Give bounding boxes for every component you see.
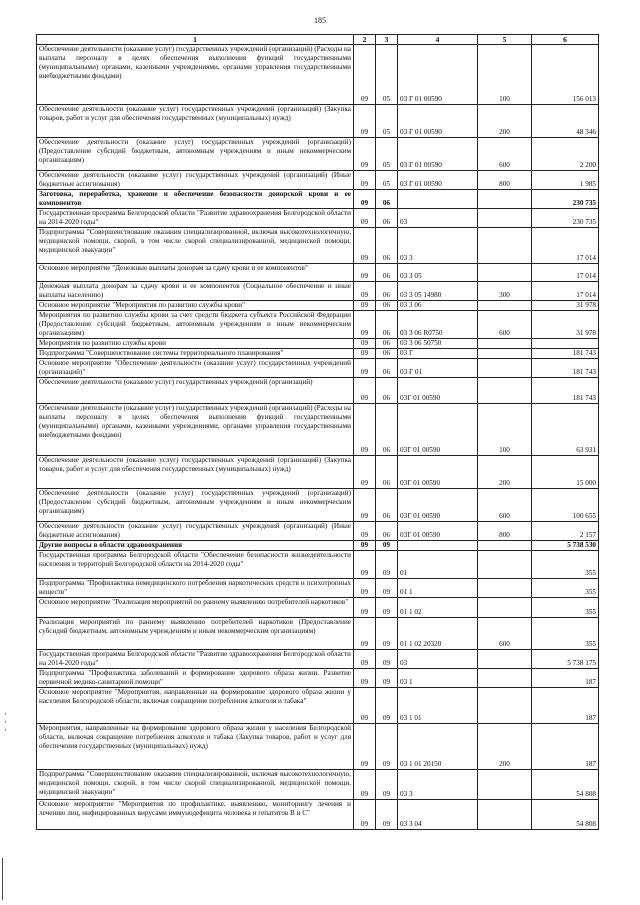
row-subsection: 06	[376, 378, 398, 404]
row-target-article: 03 3 06 R0750	[398, 311, 478, 339]
row-amount: 2 157	[532, 522, 599, 541]
row-subsection: 06	[376, 301, 398, 311]
row-amount: 355	[532, 598, 599, 618]
row-section: 09	[354, 669, 376, 688]
row-target-article: 01 1	[398, 579, 478, 598]
row-section: 09	[354, 378, 376, 404]
row-description: Обеспечение деятельности (оказание услуг) государственных учреждений (организаций) (Предоставление субсидий бюджетным, автономным учреждениям и иным некоммерческим организациям)	[37, 138, 354, 171]
row-section: 09	[354, 688, 376, 724]
row-description: Подпрограмма "Профилактика заболеваний и формирование здорового образа жизни. Развитие первичной медико-санитарной помощи"	[37, 669, 354, 688]
header-cell: 1	[37, 35, 354, 45]
row-expense-type	[478, 650, 532, 669]
table-row	[37, 171, 599, 190]
row-description: Подпрограмма "Совершенствование системы территориального планирования"	[37, 349, 354, 359]
row-section: 09	[354, 522, 376, 541]
row-expense-type	[478, 598, 532, 618]
row-amount: 230 735	[532, 190, 599, 209]
row-description: Реализация мероприятий по раннему выявлению потребителей наркотиков (Предоставление субсидий бюджетным, автономным учреждениям и иным некоммерческим организациям)	[37, 618, 354, 650]
row-expense-type: 300	[478, 282, 532, 301]
row-section: 09	[354, 770, 376, 800]
row-target-article: 03 Г	[398, 349, 478, 359]
row-target-article: 03 1	[398, 669, 478, 688]
row-expense-type: 200	[478, 456, 532, 489]
row-target-article: 03 Г 01 00590	[398, 105, 478, 138]
row-amount: 187	[532, 688, 599, 724]
row-subsection: 05	[376, 171, 398, 190]
table-row	[37, 579, 599, 598]
row-description: Основное мероприятие "Обеспечение деятельности (оказание услуг) государственных учреждений (организаций)"	[37, 359, 354, 378]
row-section: 09	[354, 209, 376, 228]
row-section: 09	[354, 190, 376, 209]
row-amount: 181 743	[532, 359, 599, 378]
row-description: Мероприятия по развитию службы крови	[37, 339, 354, 349]
row-expense-type: 100	[478, 45, 532, 105]
row-description: Мероприятия по развитию службы крови за счет средств бюджета субъекта Российской Федерации (Предоставление субсидий бюджетным, автономным учреждениям и иным некоммерческим организациям)	[37, 311, 354, 339]
row-expense-type: 100	[478, 404, 532, 456]
row-subsection: 05	[376, 138, 398, 171]
row-amount: 17 014	[532, 264, 599, 282]
row-subsection: 06	[376, 264, 398, 282]
row-subsection: 06	[376, 209, 398, 228]
row-target-article: 03	[398, 650, 478, 669]
row-section: 09	[354, 618, 376, 650]
row-section: 09	[354, 551, 376, 579]
row-section: 09	[354, 404, 376, 456]
row-expense-type	[478, 190, 532, 209]
table-row	[37, 228, 599, 264]
row-subsection: 06	[376, 190, 398, 209]
row-description: Другие вопросы в области здравоохранения	[37, 541, 354, 551]
table-row	[37, 138, 599, 171]
row-target-article: 03 Г 01 00590	[398, 138, 478, 171]
row-description: Обеспечение деятельности (оказание услуг) государственных учреждений (организаций) (Иные бюджетные ассигнования)	[37, 171, 354, 190]
row-target-article: 01 1 02	[398, 598, 478, 618]
row-expense-type: 600	[478, 489, 532, 522]
budget-table	[36, 34, 599, 830]
row-subsection: 05	[376, 105, 398, 138]
row-expense-type	[478, 228, 532, 264]
row-section: 09	[354, 579, 376, 598]
table-row	[37, 489, 599, 522]
row-amount: 15 000	[532, 456, 599, 489]
row-target-article: 01	[398, 551, 478, 579]
margin-line	[2, 858, 3, 900]
row-target-article: 01 1 02 20320	[398, 618, 478, 650]
row-amount: 48 346	[532, 105, 599, 138]
row-subsection: 06	[376, 349, 398, 359]
row-target-article: 03 3 04	[398, 800, 478, 830]
row-amount: 54 808	[532, 800, 599, 830]
row-expense-type	[478, 359, 532, 378]
row-description: Обеспечение деятельности (оказание услуг) государственных учреждений (организаций) (Предоставление субсидий бюджетным, автономным учреждениям и иным некоммерческим организациям)	[37, 489, 354, 522]
row-subsection: 09	[376, 579, 398, 598]
row-description: Государственная программа Белгородской области "Развитие здравоохранения Белгородской области на 2014-2020 годы"	[37, 209, 354, 228]
row-subsection: 06	[376, 489, 398, 522]
row-amount: 31 978	[532, 301, 599, 311]
row-amount: 17 014	[532, 282, 599, 301]
table-row	[37, 688, 599, 724]
row-target-article: 03Г 01 00590	[398, 456, 478, 489]
row-section: 09	[354, 598, 376, 618]
row-subsection: 05	[376, 45, 398, 105]
row-amount: 181 743	[532, 378, 599, 404]
row-description: Основное мероприятие "Денежные выплаты донорам за сдачу крови и ее компонентов"	[37, 264, 354, 282]
row-amount: 17 014	[532, 228, 599, 264]
row-expense-type: 800	[478, 522, 532, 541]
header-cell: 6	[532, 35, 599, 45]
margin-marks: · · ·	[4, 709, 7, 735]
row-section: 09	[354, 45, 376, 105]
row-amount: 181 743	[532, 349, 599, 359]
row-amount: 5 738 530	[532, 541, 599, 551]
table-row	[37, 209, 599, 228]
row-expense-type	[478, 688, 532, 724]
row-target-article: 03Г 01 00590	[398, 522, 478, 541]
row-description: Заготовка, переработка, хранение и обеспечение безопасности донорской крови и ее компонентов	[37, 190, 354, 209]
row-amount: 187	[532, 669, 599, 688]
row-subsection: 06	[376, 404, 398, 456]
row-target-article: 03 3	[398, 770, 478, 800]
row-target-article: 03 1 01 20150	[398, 724, 478, 770]
table-row	[37, 105, 599, 138]
table-row	[37, 598, 599, 618]
row-target-article: 03Г 01 00590	[398, 378, 478, 404]
table-row	[37, 190, 599, 209]
row-section: 09	[354, 650, 376, 669]
row-description: Мероприятия, направленные на формирование здорового образа жизни у населения Белгородской области, включая сокращение потребления алкоголя и табака (Закупка товаров, работ и услуг для обеспечения государственных (муниципальных) нужд)	[37, 724, 354, 770]
row-expense-type	[478, 339, 532, 349]
row-subsection: 06	[376, 339, 398, 349]
row-target-article	[398, 541, 478, 551]
row-expense-type	[478, 669, 532, 688]
row-description: Обеспечение деятельности (оказание услуг) государственных учреждений (организаций) (Иные бюджетные ассигнования)	[37, 522, 354, 541]
row-target-article: 03 1 01	[398, 688, 478, 724]
row-amount: 5 738 175	[532, 650, 599, 669]
row-section: 09	[354, 105, 376, 138]
row-expense-type	[478, 378, 532, 404]
header-cell: 3	[376, 35, 398, 45]
row-amount: 187	[532, 724, 599, 770]
row-target-article: 03 Г 01 00590	[398, 171, 478, 190]
row-amount: 355	[532, 551, 599, 579]
budget-table-body	[37, 35, 599, 830]
header-cell: 4	[398, 35, 478, 45]
row-target-article: 03 3 05 14980	[398, 282, 478, 301]
row-target-article: 03Г 01 00590	[398, 404, 478, 456]
row-subsection: 09	[376, 598, 398, 618]
table-row	[37, 359, 599, 378]
row-target-article	[398, 190, 478, 209]
row-amount	[532, 339, 599, 349]
table-row	[37, 301, 599, 311]
row-expense-type: 200	[478, 105, 532, 138]
row-section: 09	[354, 800, 376, 830]
row-amount: 355	[532, 618, 599, 650]
page-number: 185	[314, 16, 326, 25]
row-amount: 230 735	[532, 209, 599, 228]
header-cell: 5	[478, 35, 532, 45]
row-subsection: 09	[376, 618, 398, 650]
row-section: 09	[354, 359, 376, 378]
row-expense-type	[478, 800, 532, 830]
row-description: Подпрограмма "Совершенствование оказания специализированной, включая высокотехнологичную, медицинской помощи, скорой, в том числе скорой специализированной, медицинской помощи, медицинской эвакуации"	[37, 228, 354, 264]
row-amount: 100 655	[532, 489, 599, 522]
row-description: Подпрограмма "Совершенствование оказания специализированной, включая высокотехнологичную, медицинской помощи, скорой, в том числе скорой специализированной, медицинской помощи, медицинской эвакуации"	[37, 770, 354, 800]
row-expense-type	[478, 301, 532, 311]
table-row	[37, 618, 599, 650]
table-row	[37, 522, 599, 541]
row-subsection: 06	[376, 456, 398, 489]
row-expense-type	[478, 579, 532, 598]
row-expense-type: 600	[478, 311, 532, 339]
row-description: Государственная программа Белгородской области "Развитие здравоохранения Белгородской области на 2014-2020 годы"	[37, 650, 354, 669]
row-subsection: 06	[376, 228, 398, 264]
table-row	[37, 282, 599, 301]
table-row	[37, 404, 599, 456]
row-expense-type	[478, 541, 532, 551]
row-expense-type	[478, 264, 532, 282]
row-amount: 63 931	[532, 404, 599, 456]
row-description: Государственная программа Белгородской области "Обеспечение безопасности жизнедеятельности населения и территорий Белгородской области на 2014-2020 годы"	[37, 551, 354, 579]
row-target-article: 03 3 06 50750	[398, 339, 478, 349]
table-row	[37, 264, 599, 282]
row-amount: 1 985	[532, 171, 599, 190]
row-amount: 54 808	[532, 770, 599, 800]
row-subsection: 06	[376, 359, 398, 378]
row-expense-type	[478, 551, 532, 579]
row-section: 09	[354, 349, 376, 359]
row-amount: 156 013	[532, 45, 599, 105]
table-row	[37, 339, 599, 349]
row-description: Денежная выплата донорам за сдачу крови и ее компонентов (Социальное обеспечение и иные выплаты населению)	[37, 282, 354, 301]
row-target-article: 03 Г 01 00590	[398, 45, 478, 105]
row-target-article: 03Г 01 00590	[398, 489, 478, 522]
row-expense-type: 200	[478, 724, 532, 770]
row-description: Обеспечение деятельности (оказание услуг) государственных учреждений (организаций)	[37, 378, 354, 404]
row-expense-type	[478, 209, 532, 228]
table-row	[37, 311, 599, 339]
row-subsection: 09	[376, 800, 398, 830]
row-expense-type	[478, 349, 532, 359]
row-description: Основное мероприятие "Мероприятия по развитию службы крови"	[37, 301, 354, 311]
row-amount: 2 200	[532, 138, 599, 171]
row-subsection: 09	[376, 688, 398, 724]
row-description: Обеспечение деятельности (оказание услуг) государственных учреждений (организаций) (Расходы на выплаты персоналу в целях обеспечения выполнения функций государственными (муниципальными) органами, казенными учреждениями, органами управления государственными внебюджетными фондами)	[37, 45, 354, 105]
row-target-article: 03 3	[398, 228, 478, 264]
row-section: 09	[354, 138, 376, 171]
row-subsection: 06	[376, 311, 398, 339]
header-cell: 2	[354, 35, 376, 45]
row-section: 09	[354, 724, 376, 770]
row-section: 09	[354, 311, 376, 339]
row-subsection: 09	[376, 724, 398, 770]
row-expense-type	[478, 770, 532, 800]
row-description: Основное мероприятие "Реализация мероприятий по раннему выявлению потребителей наркотиков"	[37, 598, 354, 618]
row-subsection: 09	[376, 669, 398, 688]
row-section: 09	[354, 489, 376, 522]
row-description: Основное мероприятие "Мероприятия по профилактике, выявлению, мониторингу лечения и лечению лиц, инфицированных вирусами иммунодефицита человека и гепатитов В и С"	[37, 800, 354, 830]
row-subsection: 06	[376, 282, 398, 301]
table-row	[37, 456, 599, 489]
row-expense-type: 800	[478, 171, 532, 190]
row-description: Обеспечение деятельности (оказание услуг) государственных учреждений (организаций) (Закупка товаров, работ и услуг для обеспечения государственных (муниципальных) нужд)	[37, 456, 354, 489]
row-subsection: 09	[376, 551, 398, 579]
table-row	[37, 669, 599, 688]
table-header-row	[37, 35, 599, 45]
row-section: 09	[354, 264, 376, 282]
table-row	[37, 45, 599, 105]
row-description: Обеспечение деятельности (оказание услуг) государственных учреждений (организаций) (Расходы на выплаты персоналу в целях обеспечения выполнения функций государственными (муниципальными) органами, казенными учреждениями, органами управления государственными внебюджетными фондами)	[37, 404, 354, 456]
row-target-article: 03 3 06	[398, 301, 478, 311]
table-row	[37, 541, 599, 551]
row-section: 09	[354, 456, 376, 489]
table-row	[37, 770, 599, 800]
row-target-article: 03 3 05	[398, 264, 478, 282]
row-description: Подпрограмма "Профилактика немедицинского потребления наркотических средств и психотропных веществ"	[37, 579, 354, 598]
row-subsection: 06	[376, 522, 398, 541]
table-row	[37, 724, 599, 770]
row-section: 09	[354, 171, 376, 190]
row-expense-type: 600	[478, 138, 532, 171]
table-row	[37, 378, 599, 404]
row-section: 09	[354, 228, 376, 264]
table-row	[37, 349, 599, 359]
row-subsection: 09	[376, 770, 398, 800]
table-row	[37, 551, 599, 579]
row-section: 09	[354, 541, 376, 551]
row-section: 09	[354, 301, 376, 311]
row-section: 09	[354, 282, 376, 301]
table-row	[37, 650, 599, 669]
row-target-article: 03 Г 01	[398, 359, 478, 378]
row-subsection: 09	[376, 650, 398, 669]
row-target-article: 03	[398, 209, 478, 228]
row-subsection: 09	[376, 541, 398, 551]
row-expense-type: 600	[478, 618, 532, 650]
row-amount: 355	[532, 579, 599, 598]
row-description: Основное мероприятие "Мероприятия, направленные на формирование здорового образа жизни у населения Белгородской области, включая сокращение потребления алкоголя и табака"	[37, 688, 354, 724]
row-amount: 31 978	[532, 311, 599, 339]
row-description: Обеспечение деятельности (оказание услуг) государственных учреждений (организаций) (Закупка товаров, работ и услуг для обеспечения государственных (муниципальных) нужд)	[37, 105, 354, 138]
table-row	[37, 800, 599, 830]
row-section: 09	[354, 339, 376, 349]
